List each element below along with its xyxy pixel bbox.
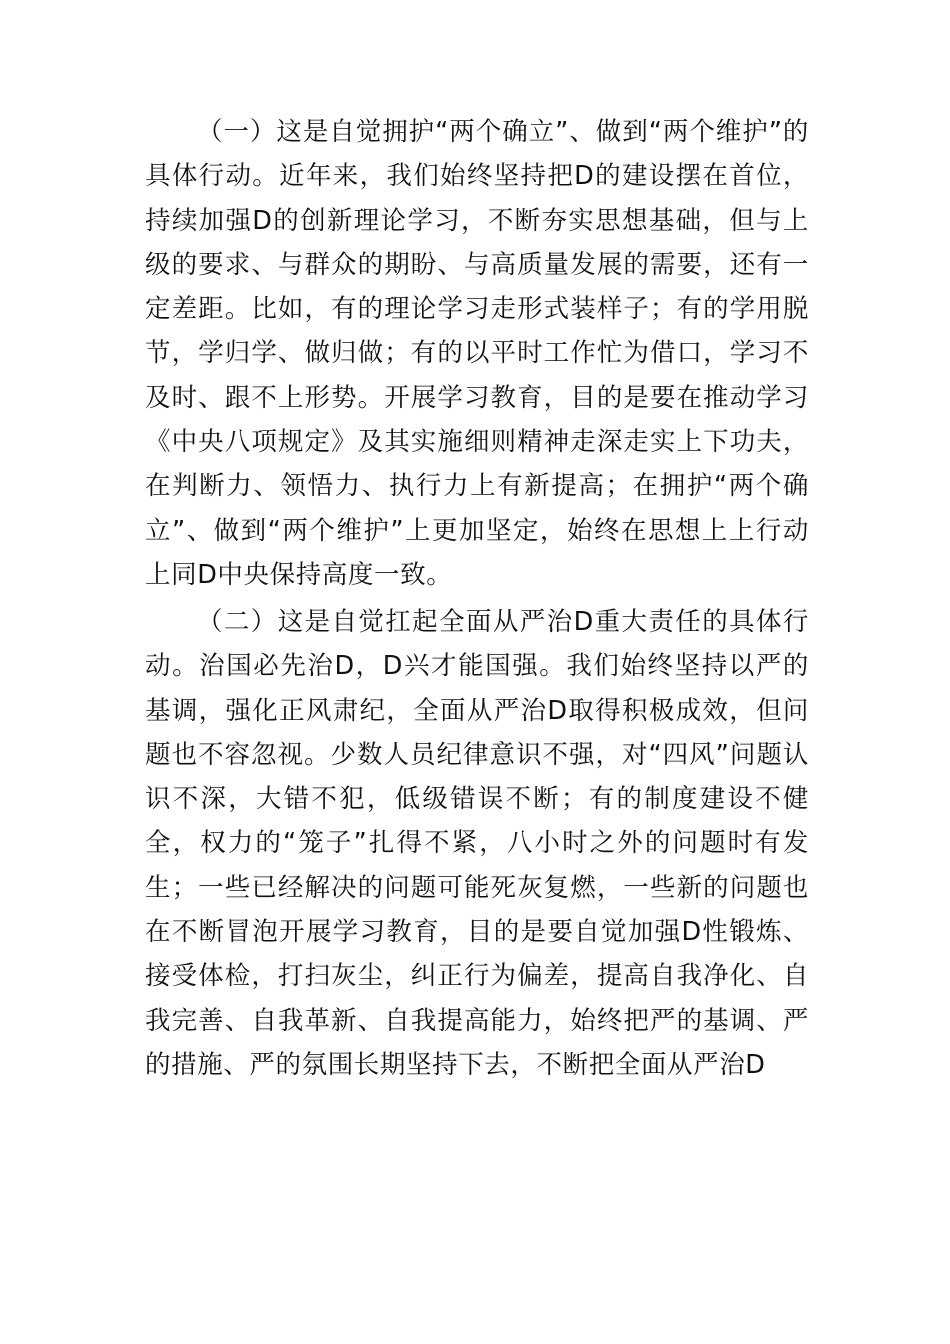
paragraph-1: （一）这是自觉拥护“两个确立”、做到“两个维护”的具体行动。近年来，我们始终坚持把D的建设摆在首位，持续加强D的创新理论学习，不断夯实思想基础，但与上级的要求、与群众的期盼、与高质量发展的需要，还有一定差距。比如，有的理论学习走形式装样子；有的学用脱节，学归学、做归做；有的以平时工作忙为借口，学习不及时、跟不上形势。开展学习教育，目的是要在推动学习《中央八项规定》及其实施细则精神走深走实上下功夫，在判断力、领悟力、执行力上有新提高；在拥护“两个确立”、做到“两个维护”上更加坚定，始终在思想上上行动上同D中央保持高度一致。 <box>145 117 809 590</box>
paragraph-2: （二）这是自觉扛起全面从严治D重大责任的具体行动。治国必先治D，D兴才能国强。我们始终坚持以严的基调，强化正风肃纪，全面从严治D取得积极成效，但问题也不容忽视。少数人员纪律意识不强，对“四风”问题认识不深，大错不犯，低级错误不断；有的制度建设不健全，权力的“笼子”扎得不紧，八小时之外的问题时有发生；一些已经解决的问题可能死灰复燃，一些新的问题也在不断冒泡开展学习教育，目的是要自觉加强D性锻炼、接受体检，打扫灰尘，纠正行为偏差，提高自我净化、自我完善、自我革新、自我提高能力，始终把严的基调、严的措施、严的氛围长期坚持下去，不断把全面从严治D <box>145 607 809 1080</box>
